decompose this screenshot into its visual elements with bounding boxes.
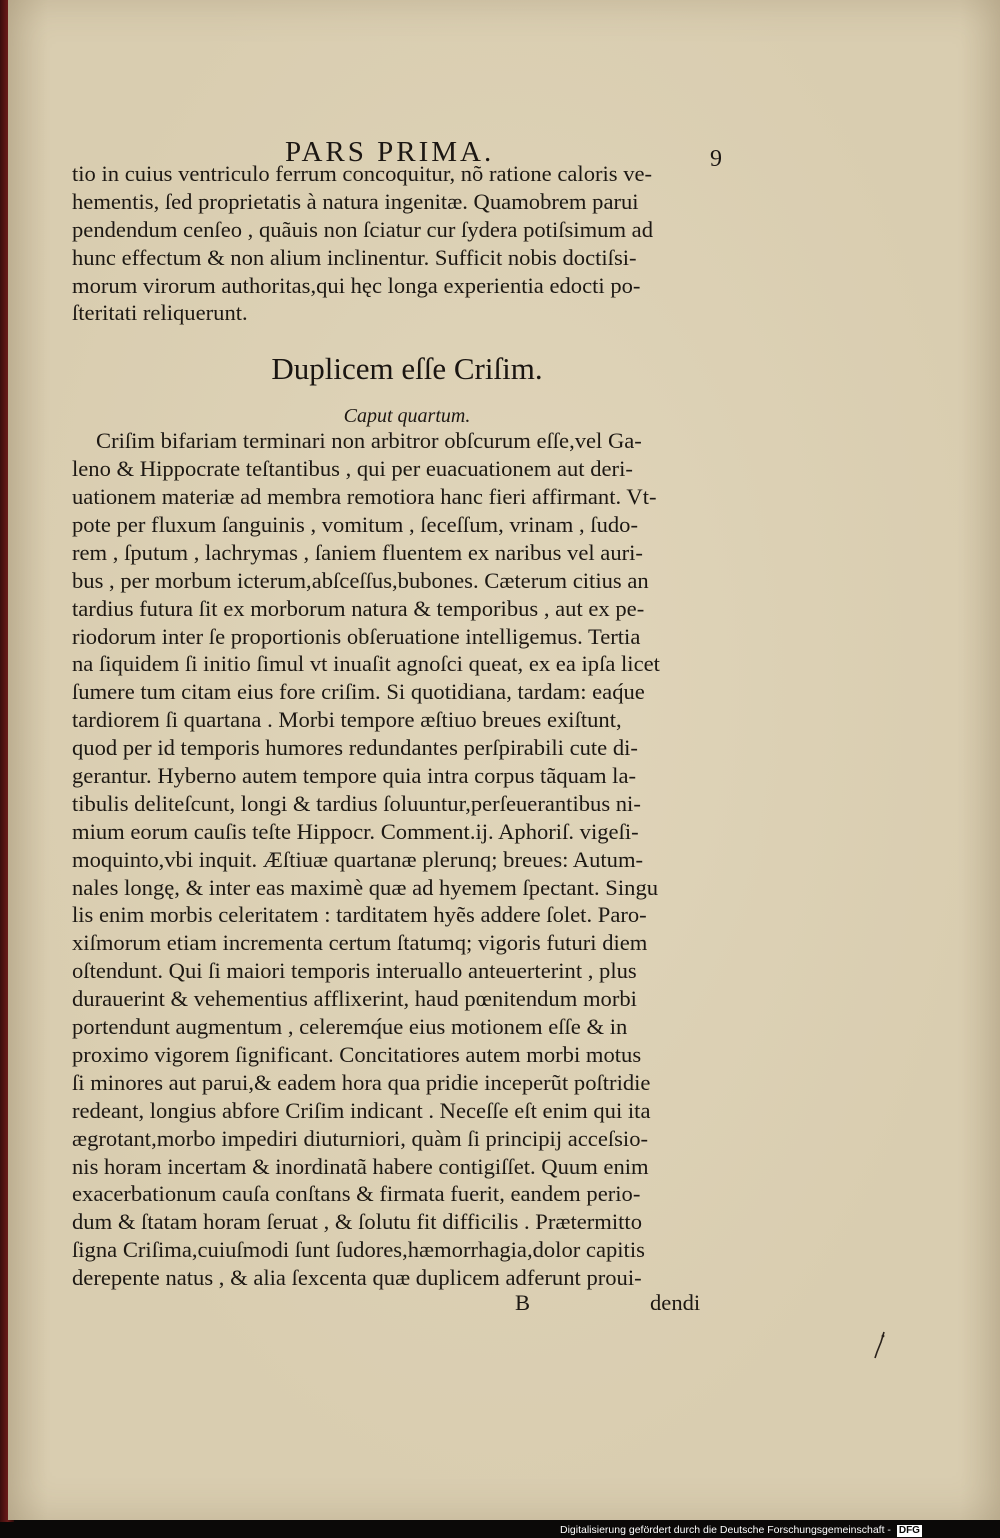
text-line: mium eorum cauſis teſte Hippocr. Comment.ij. Aphoriſ. vigeſi- [72,818,639,844]
text-line: hunc effectum & non alium inclinentur. Sufficit nobis doctiſsi- [72,244,637,270]
chapter-title: Duplicem eſſe Criſim. [271,351,543,387]
digitization-credit [560,1522,1000,1538]
text-line: exacerbationum cauſa conſtans & firmata fuerit, eandem perio- [72,1181,641,1207]
text-line: lis enim morbis celeritatem : tarditatem hyẽs addere ſolet. Paro- [72,902,647,928]
text-line: tibulis deliteſcunt, longi & tardius ſoluuntur,perſeuerantibus ni- [72,790,641,816]
text-line: tardius futura ſit ex morborum natura & temporibus , aut ex pe- [72,595,645,621]
page-number: 9 [710,146,722,172]
text-line: tio in cuius ventriculo ferrum concoquitur, nõ ratione caloris ve- [72,161,653,186]
text-line: ſigna Criſima,cuiuſmodi ſunt ſudores,hæmorrhagia,dolor capitis [72,1237,645,1263]
text-line: morum virorum authoritas,qui hęc longa experientia edocti po- [72,272,641,298]
text-line: moquinto,vbi inquit. Æſtiuæ quartanæ plerunq; breues: Autum- [72,846,644,872]
text-line: leno & Hippocrate teſtantibus , qui per euacuationem aut deri- [72,456,633,482]
signature-mark: B [515,1290,531,1315]
running-head: PARS PRIMA. [285,136,495,168]
text-line: rem , ſputum , lachrymas , ſaniem fluentem ex naribus vel auri- [72,539,643,565]
text-line: bus , per morbum icterum,abſceſſus,bubones. Cæterum citius an [72,567,649,593]
text-line: pendendum cenſeo , quãuis non ſciatur cur ſydera potiſsimum ad [72,216,654,242]
text-line: nis horam incertam & inordinatã habere contigiſſet. Quum enim [72,1153,649,1179]
text-line: ægrotant,morbo impediri diuturniori, quàm ſi principij acceſsio- [72,1125,649,1151]
text-line: Criſim bifariam terminari non arbitror obſcurum eſſe,vel Ga- [96,428,642,454]
text-line: xiſmorum etiam incrementa certum ſtatumq; vigoris futuri diem [72,930,648,956]
text-line: pote per fluxum ſanguinis , vomitum , ſeceſſum, vrinam , ſudo- [72,512,639,538]
credit-text: Digitalisierung gefördert durch die Deutsche Forschungsgemeinschaft - [560,1524,891,1536]
text-line: ſi minores aut parui,& eadem hora qua pridie inceperũt poſtridie [72,1069,651,1095]
ink-mark [872,1330,888,1360]
chapter-subtitle: Caput quartum. [343,405,471,428]
catchword: dendi [650,1290,701,1315]
text-line: ſumere tum citam eius fore criſim. Si quotidiana, tardam: eaq́ue [72,679,645,705]
text-line: oſtendunt. Qui ſi maiori temporis interuallo anteuerterint , plus [72,958,637,984]
paragraph-continued [72,160,712,327]
text-line: dum & ſtatam horam ſeruat , & ſolutu fit difficilis . Prætermitto [72,1209,642,1235]
text-line: riodorum inter ſe proportionis obſeruatione intelligemus. Tertia [72,623,641,649]
text-line: portendunt augmentum , celeremq́ue eius motionem eſſe & in [72,1014,628,1040]
text-line: uationem materiæ ad membra remotiora hanc fieri affirmant. Vt- [72,484,657,510]
text-line: proximo vigorem ſignificant. Concitatiores autem morbi motus [72,1041,642,1067]
text-line: redeant, longius abfore Criſim indicant . Neceſſe eſt enim qui ita [72,1097,651,1123]
text-line: ſteritati reliquerunt. [72,300,248,326]
text-line: durauerint & vehementius afflixerint, haud pœnitendum morbi [72,986,637,1012]
text-line: na ſiquidem ſi initio ſimul vt inuaſit agnoſci queat, ex ea ipſa licet [72,651,660,677]
text-line: tardiorem ſi quartana . Morbi tempore æſtiuo breues exiſtunt, [72,707,622,733]
dfg-logo: DFG [898,1525,920,1536]
text-line: derepente natus , & alia ſexcenta quæ duplicem adferunt proui- [72,1265,642,1291]
page-text [72,160,712,1292]
text-line: quod per id temporis humores redundantes perſpirabili cute di- [72,735,638,761]
paragraph-chapter-four [72,427,712,1292]
text-line: gerantur. Hyberno autem tempore quia intra corpus tãquam la- [72,763,637,789]
text-line: nales longę, & inter eas maximè quæ ad hyemem ſpectant. Singu [72,874,659,900]
page-foot-line [0,1290,1000,1320]
text-line: hementis, ſed proprietatis à natura ingenitæ. Quamobrem parui [72,188,639,214]
